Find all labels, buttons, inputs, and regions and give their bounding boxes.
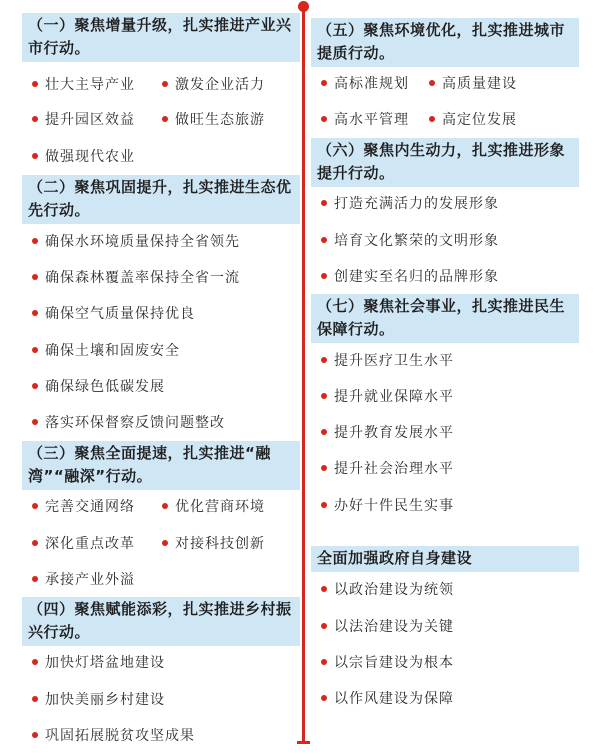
list-item: 高标准规划 (321, 74, 409, 94)
list-item: 高质量建设 (429, 74, 517, 94)
bullet-dot (321, 116, 327, 122)
section-header-6: （六）聚焦内生动力，扎实推进形象提升行动。 (311, 138, 579, 187)
section-header-1: （一）聚焦增量升级，扎实推进产业兴市行动。 (22, 13, 300, 62)
list-item: 办好十件民生实事 (321, 496, 454, 516)
bullet-dot (32, 383, 38, 389)
list-item: 以宗旨建设为根本 (321, 653, 454, 673)
bullet-dot (32, 540, 38, 546)
bullet-dot (32, 732, 38, 738)
section-header-7: （七）聚焦社会事业，扎实推进民生保障行动。 (311, 294, 579, 343)
bullet-dot (321, 465, 327, 471)
list-item: 打造充满活力的发展形象 (321, 194, 499, 214)
section-header-5: （五）聚焦环境优化，扎实推进城市提质行动。 (311, 18, 579, 67)
list-item: 培育文化繁荣的文明形象 (321, 231, 499, 251)
bullet-dot (321, 237, 327, 243)
bullet-dot (321, 357, 327, 363)
list-item: 完善交通网络 (32, 497, 135, 517)
list-item: 确保空气质量保持优良 (32, 304, 195, 324)
bullet-dot (32, 576, 38, 582)
list-item: 高定位发展 (429, 110, 517, 130)
list-item: 确保水环境质量保持全省领先 (32, 232, 240, 252)
list-item: 对接科技创新 (162, 534, 265, 554)
list-item: 承接产业外溢 (32, 570, 135, 590)
list-item: 加快灯塔盆地建设 (32, 653, 165, 673)
list-item: 创建实至名归的品牌形象 (321, 267, 499, 287)
bullet-dot (32, 153, 38, 159)
bullet-dot (32, 310, 38, 316)
bullet-dot (162, 116, 168, 122)
bullet-dot (321, 200, 327, 206)
list-item: 确保森林覆盖率保持全省一流 (32, 268, 240, 288)
list-item: 确保绿色低碳发展 (32, 377, 165, 397)
bullet-dot (321, 273, 327, 279)
bullet-dot (321, 623, 327, 629)
timeline-line (302, 6, 305, 744)
list-item: 高水平管理 (321, 110, 409, 130)
bullet-dot (321, 586, 327, 592)
bullet-dot (32, 696, 38, 702)
list-item: 提升医疗卫生水平 (321, 351, 454, 371)
list-item: 做旺生态旅游 (162, 110, 265, 130)
list-item: 加快美丽乡村建设 (32, 690, 165, 710)
bullet-dot (162, 81, 168, 87)
list-item: 落实环保督察反馈问题整改 (32, 413, 225, 433)
bullet-dot (32, 347, 38, 353)
list-item: 提升就业保障水平 (321, 387, 454, 407)
bullet-dot (162, 503, 168, 509)
bullet-dot (429, 116, 435, 122)
bullet-dot (32, 503, 38, 509)
bullet-dot (32, 274, 38, 280)
bullet-dot (32, 659, 38, 665)
bullet-dot (321, 393, 327, 399)
list-item: 壮大主导产业 (32, 75, 135, 95)
bullet-dot (162, 540, 168, 546)
bullet-dot (321, 695, 327, 701)
bullet-dot (321, 502, 327, 508)
list-item: 提升社会治理水平 (321, 459, 454, 479)
bullet-dot (32, 419, 38, 425)
list-item: 深化重点改革 (32, 534, 135, 554)
section-header-2: （二）聚焦巩固提升，扎实推进生态优先行动。 (22, 175, 300, 224)
list-item: 优化营商环境 (162, 497, 265, 517)
list-item: 提升教育发展水平 (321, 423, 454, 443)
list-item: 以法治建设为关键 (321, 617, 454, 637)
list-item: 以政治建设为统领 (321, 580, 454, 600)
section-header-8: 全面加强政府自身建设 (311, 546, 579, 572)
bullet-dot (321, 80, 327, 86)
bullet-dot (321, 659, 327, 665)
section-header-4: （四）聚焦赋能添彩，扎实推进乡村振兴行动。 (22, 597, 300, 646)
bullet-dot (321, 429, 327, 435)
bullet-dot (32, 81, 38, 87)
list-item: 提升园区效益 (32, 110, 135, 130)
timeline-bottom-cap (297, 741, 310, 744)
list-item: 巩固拓展脱贫攻坚成果 (32, 726, 195, 746)
list-item: 以作风建设为保障 (321, 689, 454, 709)
list-item: 确保土壤和固废安全 (32, 341, 180, 361)
list-item: 激发企业活力 (162, 75, 265, 95)
bullet-dot (32, 238, 38, 244)
list-item: 做强现代农业 (32, 147, 135, 167)
timeline-top-dot (298, 1, 309, 12)
bullet-dot (429, 80, 435, 86)
section-header-3: （三）聚焦全面提速，扎实推进“融湾”“融深”行动。 (22, 441, 300, 490)
bullet-dot (32, 116, 38, 122)
